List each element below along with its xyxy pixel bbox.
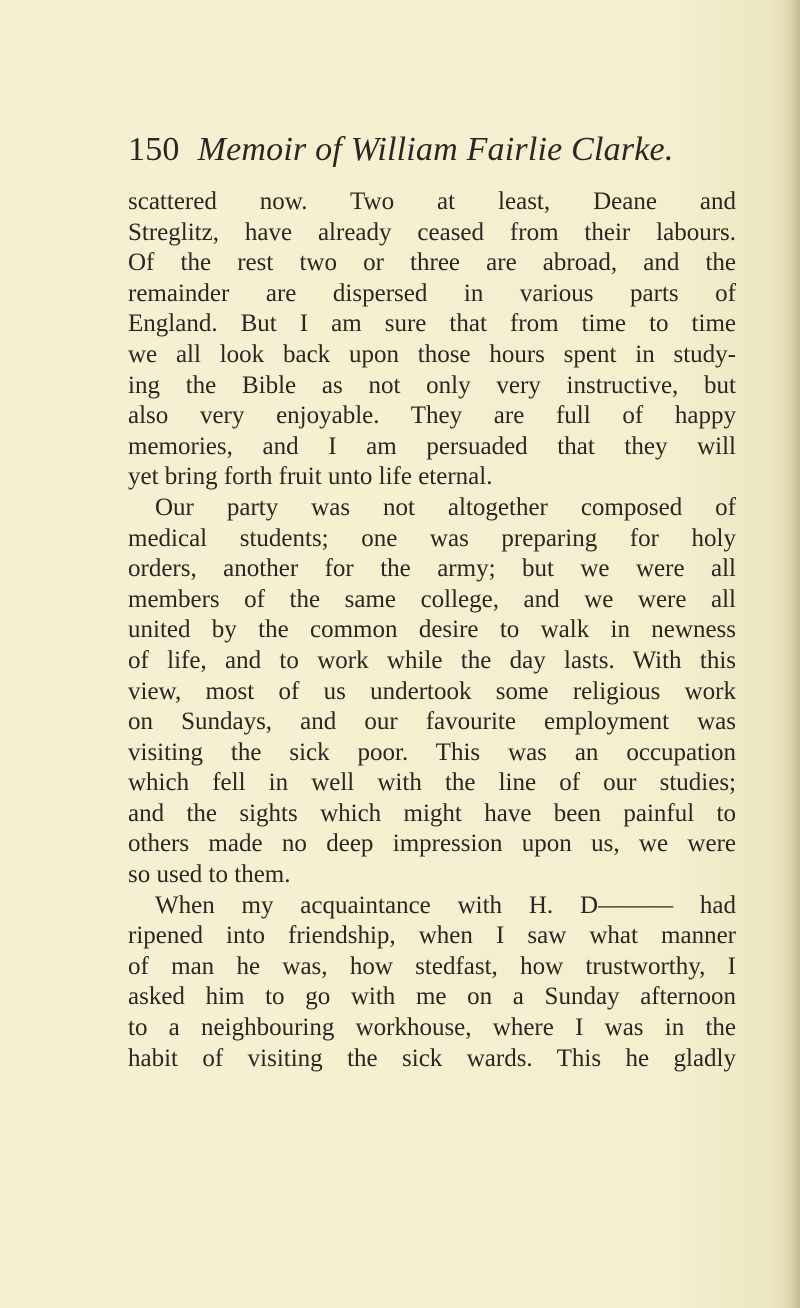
text-line: view, most of us undertook some religious work <box>128 677 736 705</box>
text-line: habit of visiting the sick wards. This he gladly <box>128 1044 736 1072</box>
text-line: scattered now. Two at least, Deane and <box>128 188 736 215</box>
paragraph-end-line: yet bring forth fruit unto life eternal. <box>128 463 493 491</box>
text-line: others made no deep impression upon us, we were <box>128 830 736 858</box>
running-head <box>128 128 728 172</box>
page-number: 150 <box>128 131 180 168</box>
body-text <box>128 187 736 1074</box>
text-line: asked him to go with me on a Sunday afternoon <box>128 983 736 1011</box>
text-line: ripened into friendship, when I saw what manner <box>128 922 736 950</box>
text-line: which fell in well with the line of our studies; <box>128 769 736 797</box>
text-line: members of the same college, and we were all <box>128 585 736 613</box>
paragraph-start-line: When my acquaintance with H. D——— had <box>155 891 736 919</box>
paragraph-start-line: Our party was not altogether composed of <box>155 493 736 521</box>
text-line: orders, another for the army; but we were all <box>128 555 736 583</box>
text-line: remainder are dispersed in various parts of <box>128 279 736 307</box>
text-line: ing the Bible as not only very instructive, but <box>128 371 736 399</box>
text-line: on Sundays, and our favourite employment was <box>128 708 736 736</box>
text-line: Of the rest two or three are abroad, and the <box>128 249 736 277</box>
text-line: England. But I am sure that from time to time <box>128 310 736 338</box>
page-edge-shadow <box>780 0 800 1308</box>
text-line: and the sights which might have been painful to <box>128 799 736 827</box>
text-line: medical students; one was preparing for holy <box>128 524 736 552</box>
text-line: memories, and I am persuaded that they will <box>128 432 736 460</box>
text-line: to a neighbouring workhouse, where I was in the <box>128 1014 736 1042</box>
text-line: of man he was, how stedfast, how trustworthy, I <box>128 952 736 980</box>
text-line: we all look back upon those hours spent in study- <box>128 340 736 368</box>
text-line: united by the common desire to walk in newness <box>128 616 736 644</box>
running-title: Memoir of William Fairlie Clarke. <box>197 131 674 168</box>
text-line: Streglitz, have already ceased from their labours. <box>128 218 736 246</box>
text-line: of life, and to work while the day lasts. With this <box>128 646 736 674</box>
text-line: also very enjoyable. They are full of happy <box>128 402 736 430</box>
text-line: visiting the sick poor. This was an occupation <box>128 738 736 766</box>
paragraph-end-line: so used to them. <box>128 861 291 889</box>
